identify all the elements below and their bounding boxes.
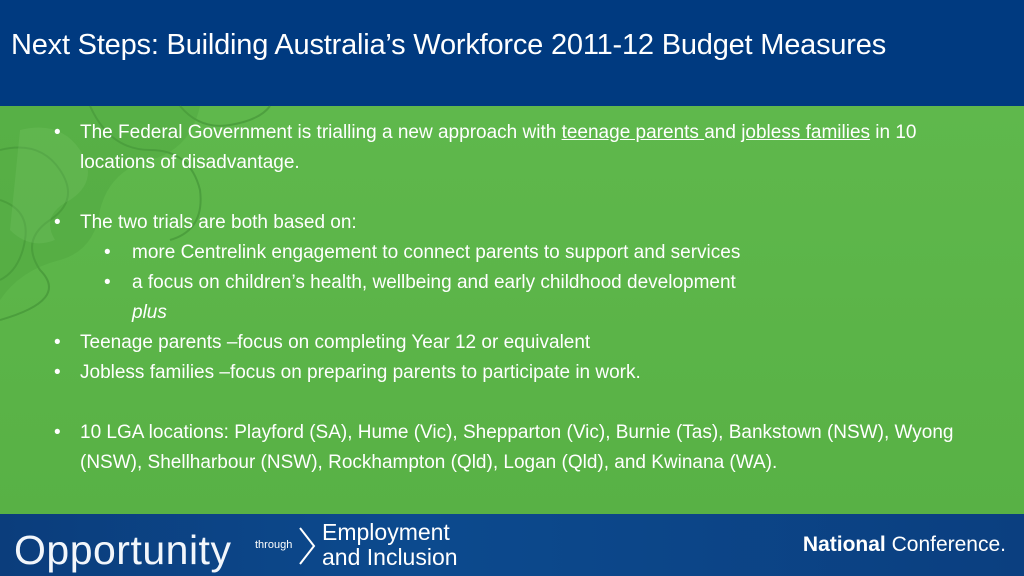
conference-text: Conference. <box>891 533 1006 556</box>
bullet-list <box>0 106 1024 514</box>
inclusion-text: and Inclusion <box>322 544 458 570</box>
jobless-families-link[interactable]: jobless families <box>741 122 871 143</box>
sub-bullet-childrens-health: • a focus on children’s health, wellbeing and early childhood development <box>132 268 992 298</box>
bullet-teenage-parents: • Teenage parents –focus on completing Year 12 or equivalent <box>80 328 990 358</box>
bullet-two-trials: • The two trials are both based on: <box>80 208 990 238</box>
title-bar <box>0 0 1024 106</box>
teenage-parents-link[interactable]: teenage parents <box>561 122 705 143</box>
employment-inclusion-label <box>322 520 458 570</box>
bullet-text: in 10 locations of disadvantage. <box>80 122 917 173</box>
bullet-text: The Federal Government is trialling a new approach with <box>80 122 562 143</box>
plus-label: plus <box>132 302 167 323</box>
opportunity-wordmark: Opportunity <box>14 527 232 573</box>
footer-banner <box>0 514 1024 576</box>
bullet-federal-government <box>80 118 990 178</box>
national-text: National <box>802 533 886 556</box>
national-conference-label <box>803 532 1006 558</box>
employment-text: Employment <box>322 519 450 545</box>
through-label: through <box>255 539 293 551</box>
sub-bullet-centrelink: • more Centrelink engagement to connect parents to support and services <box>132 238 992 268</box>
bullet-jobless-families: • Jobless families –focus on preparing parents to participate in work. <box>80 358 990 388</box>
bullet-lga-locations: • 10 LGA locations: Playford (SA), Hume (Vic), Shepparton (Vic), Burnie (Tas), Bankstown (NSW), Wyong (NSW), Shellharbour (NSW), Rockhampton (Qld), Logan (Qld), and Kwinana (WA). <box>80 418 990 478</box>
chevron-right-icon <box>297 524 317 568</box>
bullet-text: and <box>704 122 742 143</box>
slide-title: Next Steps: Building Australia’s Workforce 2011-12 Budget Measures <box>11 29 886 61</box>
